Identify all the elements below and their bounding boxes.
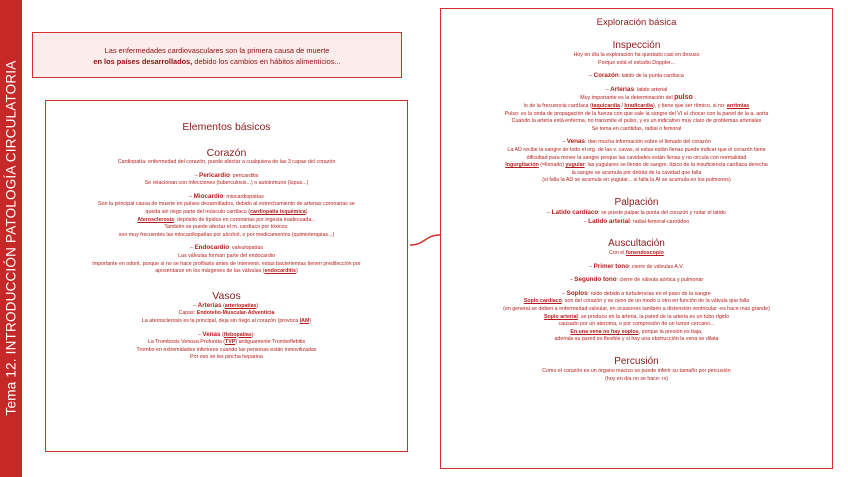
intro-line-2-rest: debido los cambios en hábitos alimenticios... [192,57,341,66]
iam-term: IAM [299,317,310,324]
soplos-l7: además su pared es flexible y si hay una obstrucción la vena se dilata [554,336,719,343]
aterosclerosis-line [46,217,407,225]
endocardio-detail-3b: ) [295,268,298,275]
miocardio-detail-2a: queda sin riego parte del músculo cardíaco ( [145,208,251,215]
elementos-node[interactable] [45,100,408,452]
segundo-tono-line: – Segundo tono: cierre de válvula aórtica y pulmonar [569,276,704,284]
intro-node[interactable] [32,32,402,78]
arterias-capas [46,310,407,318]
insp-art-l4: Pulso: es la onda de propagación de la fuerza con que sale la sangre del VI al chocar con la pared de la a. aorta [504,110,769,117]
miocardio-detail-2 [46,209,407,217]
soplo-arterial-text: : se produce en la arteria, la pared de la arteria es un tubo rígido [577,313,729,320]
endocardio-detail-2: Importante en odont. porque si no se hace profilaxis antes de intervenir, estas bacteriemias tienen predilección por [92,260,361,267]
insp-frec-m: / [620,102,625,109]
endocardio-line: – Endocardio: valvulopatías [190,244,263,252]
endocarditis-term: endocarditis [264,268,296,275]
miocardio-head: Miocardio [193,192,224,200]
corazon-title: Corazón [206,147,247,159]
fonendoscopio-term: fonendoscopio [625,250,664,257]
inspeccion-l1: Hoy en día la exploración ha quedado casi en desuso [573,52,700,58]
miocardio-detail-3: También se puede afectar el m. cardíaco por tóxicos: [164,224,289,231]
soplos-l5: causado por un ateroma, o por compresión de un tumor cercano... [558,321,715,328]
palpacion-l2: – Latido arterial: radial-femoral-carotídeo [583,217,690,225]
endocardio-detail-3 [46,268,407,276]
flebopatias-term: flebopatías [223,331,252,338]
insp-frecuencia-line [441,103,832,111]
arterias-detail-a: La aterosclerosis es la principal, deja sin riego al corazón (provoca [141,317,300,324]
insp-pulso-b: pulso [674,94,693,102]
insp-venas-line: – Venas: dan mucha información sobre el llenado del corazón [562,138,711,146]
insp-corazon-tail: : latido de la punta cardíaca [618,73,684,80]
insp-pulso-a: Muy importante es la determinación del [580,95,675,102]
venas-detail-3: Por eso se les pincha heparina [190,354,263,361]
auscultacion-l1 [441,250,832,258]
miocardio-detail-1: Son la principal causa de muerte en países desarrollados, debido al estrechamiento de arterias coronarias se [98,201,355,208]
arterias-detail-b: ) [309,317,312,324]
latido-cardiaco-head: Latido cardíaco [551,208,599,216]
insp-ven-l5: la sangre se acumula por detrás de la cavidad que falla [571,169,702,176]
percusion-l2: (hoy en día no se hace: rx) [604,375,668,382]
soplos-l3: (en general se deben a enfermedad valvular, en ocasiones también a distensión ventricular -es hace mas grande) [503,306,770,313]
miocardio-detail-2b: ) [305,208,308,215]
insp-pulso-line [441,94,832,103]
insp-ven-l3: dificultad para mover la sangre porque las cavidades están llenas y no circula con normalidad [526,154,747,161]
inspeccion-l2: Porque está el estudio Doppler... [598,59,675,66]
endocardio-detail-3a: aposentarse en los márgenes de las válvulas ( [155,268,265,275]
aterosclerosis-term: Aterosclerosis [137,216,175,223]
percusion-l1: Como el corazón es un órgano macizo se puede inferir su tamaño por percusión [542,368,731,375]
miocardio-line: – Miocardio: miocardiopatías [189,192,264,200]
yugular-term: yugular [565,162,585,169]
latido-cardiaco-tail: : se puede palpar la punta del corazón y notar el latido [598,209,726,216]
pericardio-detail: Se relacionan con infecciones (tuberculosis...) o autoinmune (lupus...) [144,180,309,187]
arritmias-term: arritmias [726,102,750,109]
exploracion-node[interactable] [440,8,833,469]
arterias-capas-value: Endotelio-Muscular-Adventicia [196,310,275,317]
venas-detail-1b: ) antiguamente Tromboflebitis [235,339,306,346]
soplo-cardiaco-line [441,298,832,306]
soplos-line: – Soplos: ruido debido a turbulencias en el paso de la sangre [562,289,711,297]
exploracion-title: Exploración básica [596,17,677,28]
pericardio-head: Pericardio [199,171,230,179]
latido-arterial-tail: : radial-femoral-carotídeo [629,218,690,225]
insp-art-l6: Se toma en carótidas, radial o femoral [591,125,682,132]
arterias-detail [46,318,407,326]
insp-corazon-line: – Corazón: latido de la punta cardíaca [589,72,684,80]
elementos-title: Elementos básicos [182,121,271,133]
palpacion-l1: – Latido cardíaco: se puede palpar la punta del corazón y notar el latido [547,208,726,216]
tvp-term: TVP [225,339,236,346]
venas-head: Venas [202,330,221,338]
insp-arterias-tail: : latido arterial [633,86,668,93]
palpacion-title: Palpación [614,196,659,208]
soplos-tail: : ruido debido a turbulencias en el paso de la sangre [587,290,711,297]
insp-corazon-head: Corazón [593,72,619,80]
bradicardia-term: bradicardia [624,102,653,109]
insp-arterias-head: Arterias [610,85,634,93]
arteriopatias-term: arteriopatías [224,302,257,309]
insp-arterias-line: – Arterias: latido arterial [605,85,668,93]
arterias-line: – Arterias (arteriopatías): [193,301,260,309]
primer-tono-line: – Primer tono: cierre de válvulas A.V. [589,262,684,270]
miocardio-tail: : miocardiopatías [223,193,264,200]
endocardio-tail: : valvulopatías [229,245,263,252]
miocardio-detail-4: son muy frecuentes las miocardiopatías por alcohol, o por medicamentos (quimioterapias...) [118,231,335,238]
intro-line-1: Las enfermedades cardiovasculares son la primera causa de muerte [104,46,330,55]
insp-venas-tail: : dan mucha información sobre el llenado del corazón [584,139,711,146]
taquicardia-term: taquicardia [591,102,620,109]
insp-venas-head: Venas [566,138,585,146]
insp-ven-l4 [441,162,832,170]
percusion-title: Percusión [614,356,659,368]
venas-detail-1a: La Trombosis Venosa Profunda ( [147,339,226,346]
cardiopatia-isquemica-link: cardiopatía isquémica [250,208,306,215]
insp-ven-l2: La AD recibe la sangre de todo el org. de las v. cavas, si estas están llenas puede indicar que el corazón tiene [507,146,766,153]
aterosclerosis-text: : depósito de lípidos en coronarias por ingesta inadecuada... [174,216,316,223]
arterias-capas-label: Capas: [178,310,197,317]
inspeccion-title: Inspección [612,40,661,51]
soplo-vena-text: , porque la presión es baja, [638,328,703,335]
insp-ven-l4b: : las yugulares se llenan de sangre, típico de la insuficiencia cardíaca derecha [584,162,768,169]
insp-frec-b: ), y tiene que ser rítmico, si no: [652,102,727,109]
insp-art-l5: Cuando la arteria está enferma, no transmite el pulso, y es un indicativo muy claro de problemas arteriales [511,118,762,125]
intro-line-2 [33,56,401,67]
venas-detail-1 [46,339,407,347]
soplo-vena-line [441,329,832,337]
topic-title: Tema 12. INTRODUCCIÓN PATOLOGÍA CIRCULATORIA [3,60,19,416]
primer-tono-head: Primer tono [593,262,629,270]
soplos-head: Soplos [566,289,588,297]
auscultacion-title: Auscultación [608,238,665,250]
vasos-title: Vasos [212,289,241,302]
soplo-cardiaco-text: : son del corazón y se oyen de un modo u otro en función de la válvula que falla [561,298,750,305]
insp-frec-a: lo de la frecuencia cardíaca ( [523,102,592,109]
venas-detail-2: Trombo en extremidades inferiores cuando las personas están inmovilizadas [136,346,317,353]
connector-elements-to-exploration [410,235,440,245]
pericardio-line: – Pericardio: pericarditis [194,171,259,179]
intro-line-2-bold: en los países desarrollados, [93,57,193,66]
insp-ven-l6: (si falla la AD se acumula en yugular... si falla la AI se acumula en los pulmones) [542,177,731,184]
cardiopatia-text: Cardiopatía: enfermedad del corazón, puede afectar a cualquiera de las 3 capas del corazón [117,159,336,165]
soplo-cardiaco-term: Soplo cardíaco [523,298,562,305]
ingurgitacion-term: Ingurgitación [505,162,539,169]
primer-tono-tail: : cierre de válvulas A.V. [628,263,684,270]
soplo-vena-term: En una vena no hay soplos [570,328,639,335]
segundo-tono-head: Segundo tono [574,276,617,284]
pericardio-tail: : pericarditis [229,172,259,179]
endocardio-detail-1: Las válvulas forman parte del endocardio [178,252,275,259]
arterias-head: Arterias [197,301,222,309]
venas-line: – Venas (flebopatías): [197,330,256,338]
auscultacion-l1a: Con el [609,250,626,257]
segundo-tono-tail: : cierre de válvula aórtica y pulmonar [616,277,704,284]
soplo-arterial-line [441,314,832,322]
insp-ven-l4a: (=llenado) [538,162,566,169]
latido-arterial-head: Latido arterial [588,217,630,225]
soplo-arterial-term: Soplo arterial [544,313,578,320]
endocardio-head: Endocardio [194,244,230,252]
